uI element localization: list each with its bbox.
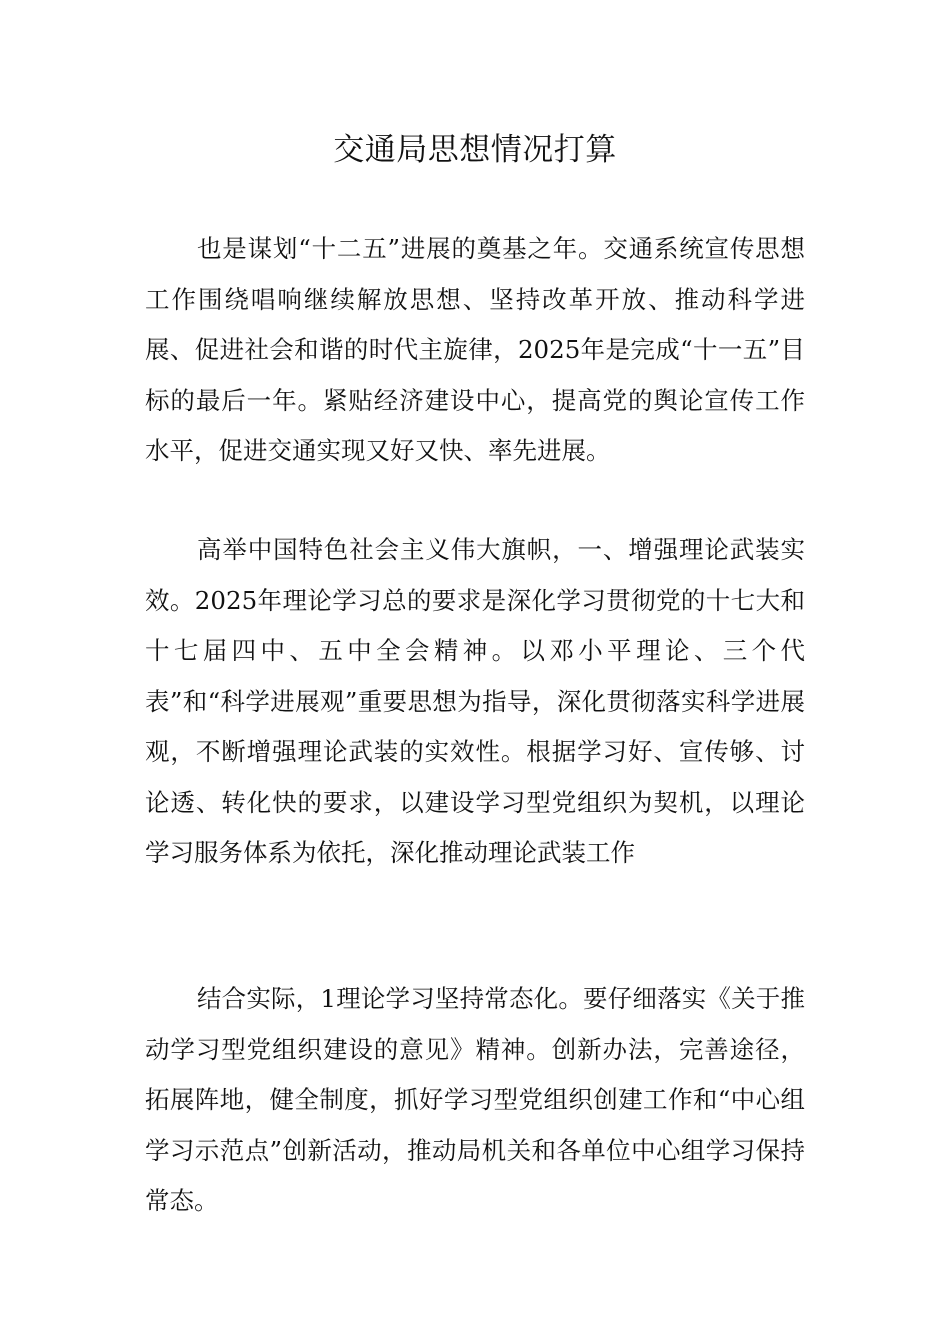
paragraph-1: 也是谋划“十二五”进展的奠基之年。交通系统宣传思想工作围绕唱响继续解放思想、坚持改革开放、推动科学进展、促进社会和谐的时代主旋律，2025年是完成“十一五”目标的最后一年。紧贴经济建设中心，提高党的舆论宣传工作水平，促进交通实现又好又快、率先进展。 — [145, 234, 805, 465]
document-title: 交通局思想情况打算 — [333, 132, 617, 168]
paragraph-2: 高举中国特色社会主义伟大旗帜，一、增强理论武装实效。2025年理论学习总的要求是深化学习贯彻党的十七大和十七届四中、五中全会精神。以邓小平理论、三个代表”和“科学进展观”重要思想为指导，深化贯彻落实科学进展观，不断增强理论武装的实效性。根据学习好、宣传够、讨论透、转化快的要求，以建设学习型党组织为契机，以理论学习服务体系为依托，深化推动理论武装工作 — [145, 535, 805, 867]
paragraph-3: 结合实际，1理论学习坚持常态化。要仔细落实《关于推动学习型党组织建设的意见》精神。创新办法，完善途径，拓展阵地，健全制度，抓好学习型党组织创建工作和“中心组学习示范点”创新活动，推动局机关和各单位中心组学习保持常态。 — [145, 984, 805, 1215]
